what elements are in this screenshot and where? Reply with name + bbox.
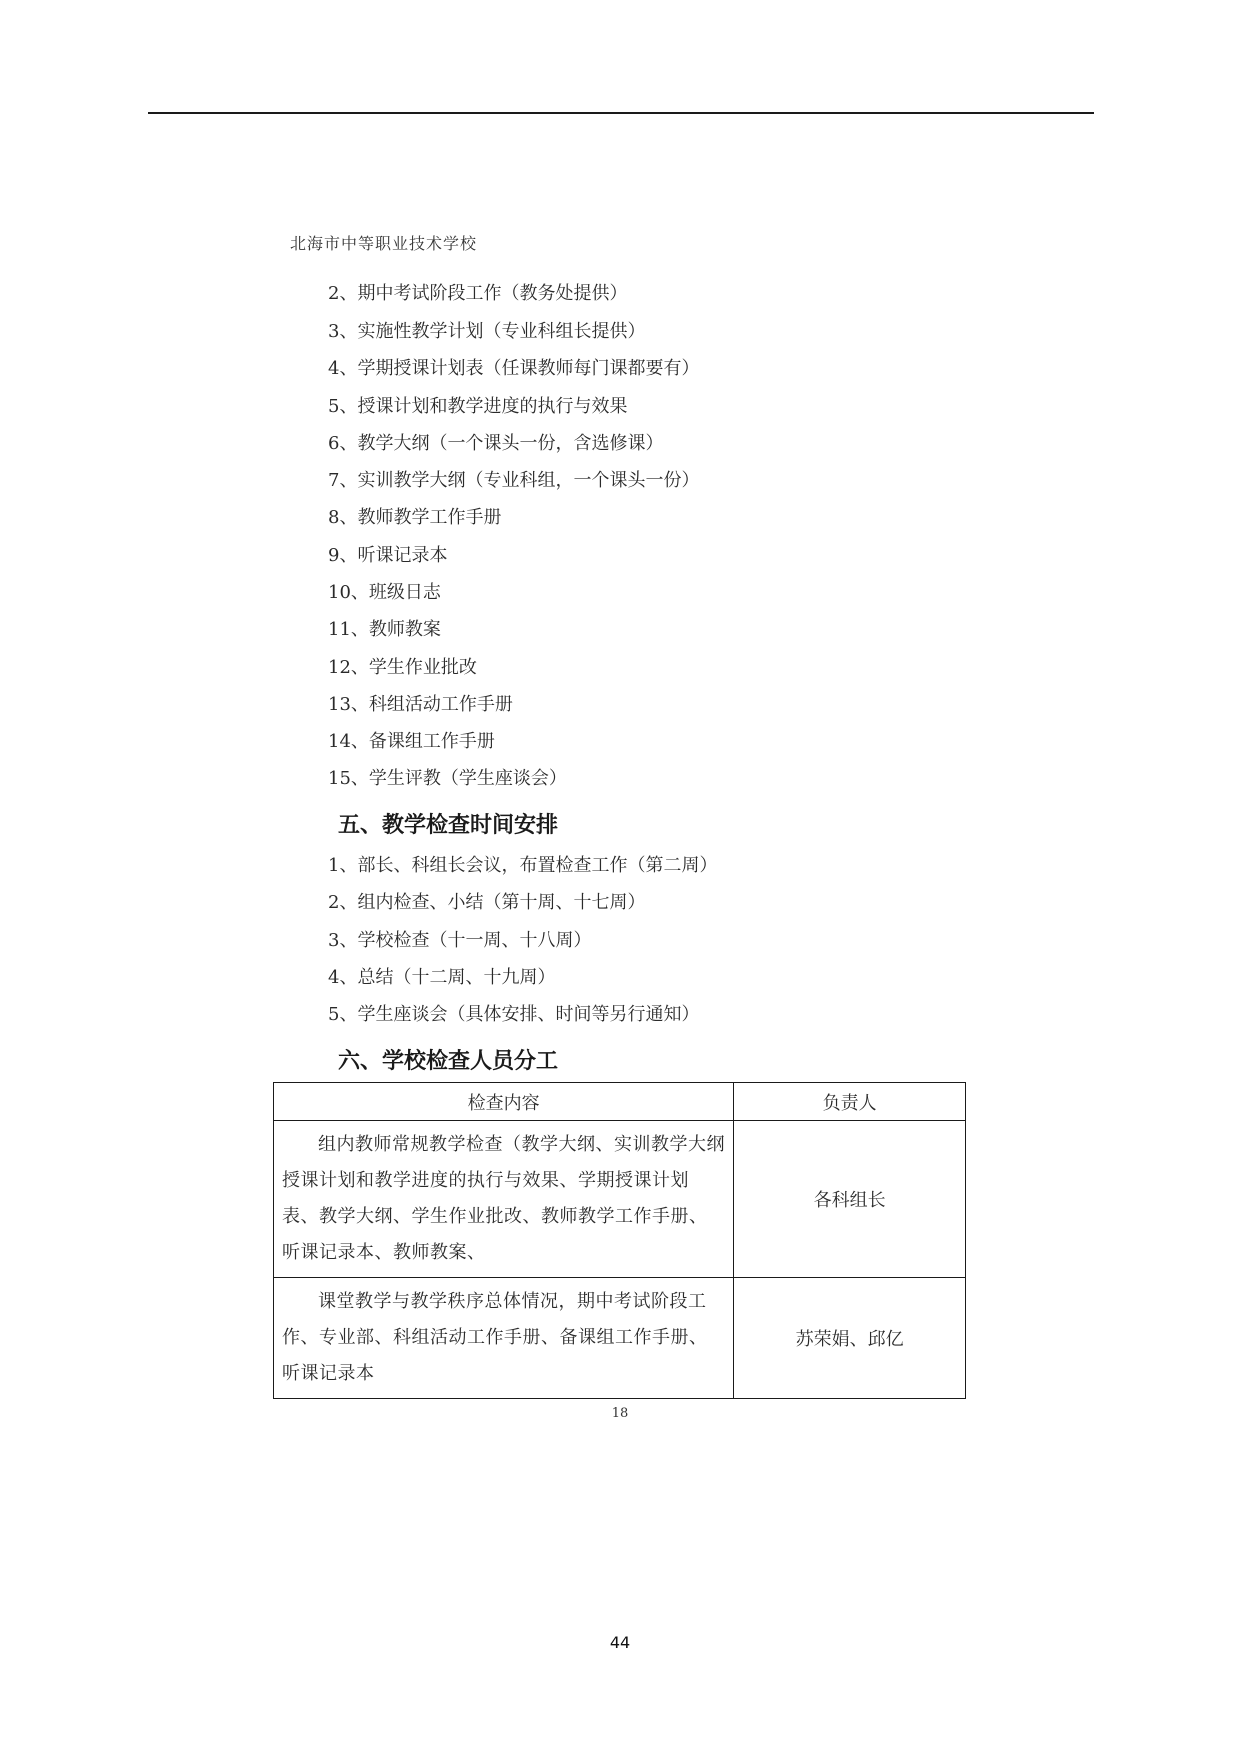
column-header-owner: 负责人 (734, 1083, 966, 1121)
schedule-item: 4、总结（十二周、十九周） (328, 967, 556, 988)
list-item: 6、教学大纲（一个课头一份，含选修课） (328, 433, 664, 454)
list-item: 2、期中考试阶段工作（教务处提供） (328, 283, 628, 304)
inner-page-number: 18 (611, 1406, 629, 1421)
column-header-content: 检查内容 (274, 1083, 734, 1121)
content-cell: 课堂教学与教学秩序总体情况，期中考试阶段工作、专业部、科组活动工作手册、备课组工作手册、听课记录本 (274, 1278, 734, 1399)
duty-table (273, 1082, 966, 1399)
list-item: 8、教师教学工作手册 (328, 507, 502, 528)
table-header-row (274, 1083, 966, 1121)
list-item: 9、听课记录本 (328, 545, 448, 566)
section-heading-schedule: 五、教学检查时间安排 (338, 813, 559, 838)
content-cell: 组内教师常规教学检查（教学大纲、实训教学大纲授课计划和教学进度的执行与效果、学期授课计划表、教学大纲、学生作业批改、教师教学工作手册、听课记录本、教师教案、 (274, 1121, 734, 1278)
schedule-item: 3、学校检查（十一周、十八周） (328, 930, 592, 951)
list-item: 14、备课组工作手册 (328, 731, 495, 752)
header-rule (148, 112, 1094, 114)
list-item: 3、实施性教学计划（专业科组长提供） (328, 321, 646, 342)
list-item: 4、学期授课计划表（任课教师每门课都要有） (328, 358, 700, 379)
list-item: 11、教师教案 (328, 619, 441, 640)
schedule-item: 2、组内检查、小结（第十周、十七周） (328, 892, 646, 913)
page-number: 44 (609, 1633, 631, 1652)
list-item: 12、学生作业批改 (328, 657, 477, 678)
list-item: 7、实训教学大纲（专业科组，一个课头一份） (328, 470, 700, 491)
list-item: 5、授课计划和教学进度的执行与效果 (328, 396, 628, 417)
schedule-item: 5、学生座谈会（具体安排、时间等另行通知） (328, 1004, 700, 1025)
table-row (274, 1278, 966, 1399)
school-name: 北海市中等职业技术学校 (290, 234, 478, 253)
list-item: 10、班级日志 (328, 582, 441, 603)
owner-cell: 苏荣娟、邱亿 (734, 1278, 966, 1399)
table-row (274, 1121, 966, 1278)
list-item: 15、学生评教（学生座谈会） (328, 768, 567, 789)
section-heading-staff: 六、学校检查人员分工 (338, 1049, 559, 1074)
owner-cell: 各科组长 (734, 1121, 966, 1278)
schedule-item: 1、部长、科组长会议，布置检查工作（第二周） (328, 855, 718, 876)
list-item: 13、科组活动工作手册 (328, 694, 513, 715)
